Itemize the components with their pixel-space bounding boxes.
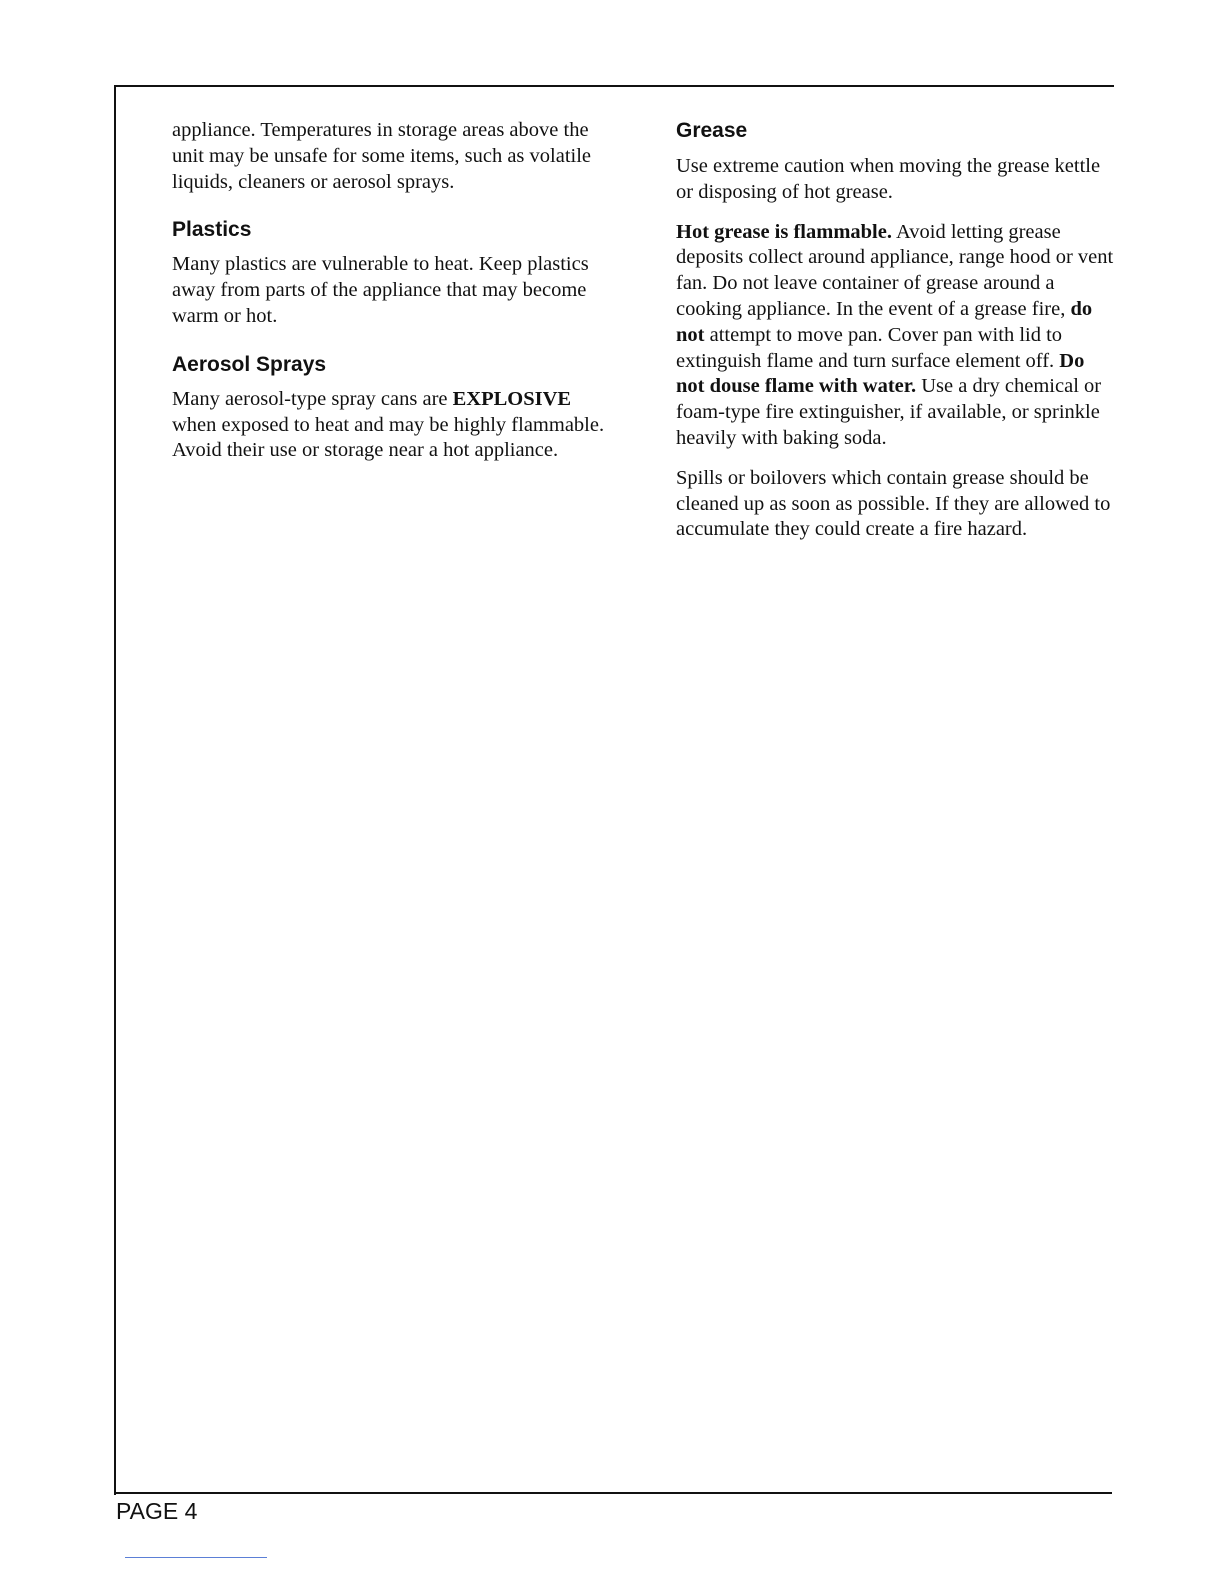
aerosol-text-1: Many aerosol-type spray cans are bbox=[172, 387, 453, 410]
do-not-douse-emphasis: Do not douse flame with water. bbox=[676, 349, 1085, 398]
left-column bbox=[172, 118, 612, 478]
grease-fire-text-2: attempt to move pan. Cover pan with lid to extinguish flame and turn surface element off. bbox=[676, 323, 1063, 372]
aerosol-sprays-heading: Aerosol Sprays bbox=[172, 352, 327, 376]
page-frame-bottom-rule bbox=[114, 1492, 1112, 1494]
plastics-paragraph: Many plastics are vulnerable to heat. Keep plastics away from parts of the appliance that may become warm or hot. bbox=[172, 253, 589, 327]
aerosol-sprays-paragraph bbox=[172, 387, 612, 464]
spills-paragraph: Spills or boilovers which contain grease should be cleaned up as soon as possible. If they are allowed to accumulate they could create a fire hazard. bbox=[676, 466, 1111, 541]
grease-fire-text-3: Use a dry chemical or foam-type fire extinguisher, if available, or sprinkle heavily with baking soda. bbox=[676, 375, 1102, 449]
intro-paragraph: appliance. Temperatures in storage areas above the unit may be unsafe for some items, such as volatile liquids, cleaners or aerosol sprays. bbox=[172, 119, 592, 193]
page-frame-top-rule bbox=[114, 85, 1114, 87]
scan-artifact-line bbox=[125, 1557, 267, 1558]
page-frame-left-rule bbox=[114, 85, 116, 1495]
aerosol-text-2: when exposed to heat and may be highly flammable. Avoid their use or storage near a hot appliance. bbox=[172, 413, 605, 462]
plastics-heading: Plastics bbox=[172, 218, 252, 242]
page-number: PAGE 4 bbox=[116, 1498, 198, 1524]
grease-fire-paragraph bbox=[676, 220, 1116, 452]
hot-grease-emphasis: Hot grease is flammable. bbox=[676, 220, 892, 243]
explosive-emphasis: EXPLOSIVE bbox=[452, 387, 572, 410]
grease-fire-text-1: Avoid letting grease deposits collect around appliance, range hood or vent fan. Do not leave container of grease around a cooking appliance. In the event of a grease fire, bbox=[676, 220, 1114, 320]
grease-heading: Grease bbox=[676, 119, 748, 142]
grease-caution-paragraph: Use extreme caution when moving the grease kettle or disposing of hot grease. bbox=[676, 155, 1101, 203]
right-column bbox=[676, 118, 1116, 557]
do-not-emphasis: do not bbox=[676, 297, 1093, 346]
